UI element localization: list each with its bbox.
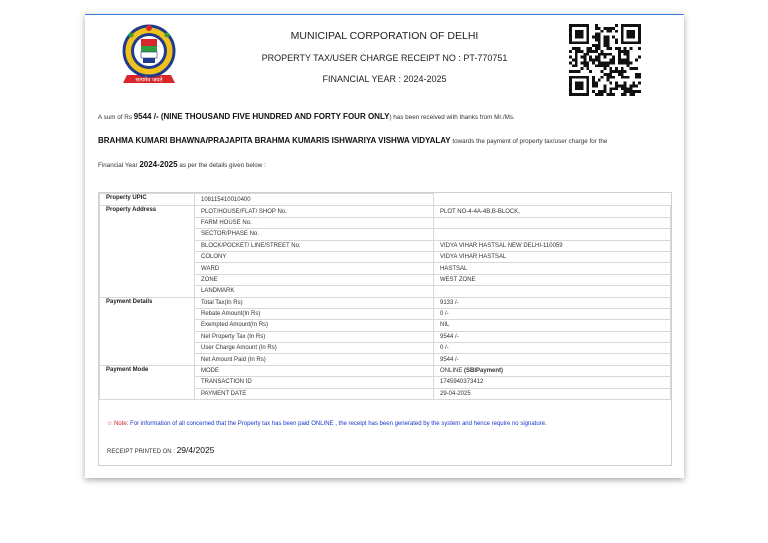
payer-suffix: towards the payment of property tax/user charge for the bbox=[452, 138, 608, 145]
row-label: PLOT/HOUSE/FLAT/ SHOP No. bbox=[195, 206, 434, 217]
row-value: PLOT NO-4-4A-4B,B-BLOCK, bbox=[434, 206, 671, 217]
row-value: 9544 /- bbox=[434, 354, 671, 365]
row-label: LANDMARK bbox=[195, 286, 434, 297]
row-label: Rebate Amount(In Rs) bbox=[195, 308, 434, 319]
upic-section-label: Property UPIC bbox=[100, 194, 195, 206]
receipt-number: PROPERTY TAX/USER CHARGE RECEIPT NO : PT-770751 bbox=[261, 53, 508, 63]
payment-mode: ONLINE bbox=[440, 368, 463, 375]
row-label: TRANSACTION ID bbox=[195, 377, 434, 388]
row-value: 0 /- bbox=[434, 308, 671, 319]
payment-gateway: (SBIPayment) bbox=[464, 368, 504, 375]
table-row bbox=[100, 297, 671, 308]
row-value: 9544 /- bbox=[434, 331, 671, 342]
printed-on bbox=[107, 445, 214, 455]
page-title: MUNICIPAL CORPORATION OF DELHI bbox=[290, 30, 479, 42]
year-value: 2024-2025 bbox=[139, 160, 178, 169]
row-label: BLOCK/POCKET/ LINE/STREET No. bbox=[195, 240, 434, 251]
year-prefix: Financial Year bbox=[98, 162, 138, 169]
payment-section-label: Payment Details bbox=[100, 297, 195, 365]
mode-section-label: Payment Mode bbox=[100, 365, 195, 399]
row-value: 1745940373412 bbox=[434, 377, 671, 388]
note-text: : For information of all concerned that the Property tax has been paid ONLINE , the receipt has been generated by the system and hence require no signature. bbox=[126, 421, 547, 427]
financial-year: FINANCIAL YEAR : 2024-2025 bbox=[322, 74, 447, 84]
table-row bbox=[100, 194, 671, 206]
row-value: 29-04-2025 bbox=[434, 388, 671, 399]
row-label: User Charge Amount (In Rs) bbox=[195, 343, 434, 354]
row-value: VIDYA VIHAR HASTSAL bbox=[434, 251, 671, 262]
amount-prefix: A sum of Rs bbox=[98, 114, 132, 121]
amount-suffix: ) has been received with thanks from Mr./Ms. bbox=[389, 114, 515, 121]
star-icon: ☆ bbox=[107, 421, 113, 427]
row-value: 9133 /- bbox=[434, 297, 671, 308]
row-label: COLONY bbox=[195, 251, 434, 262]
row-value: 0 /- bbox=[434, 343, 671, 354]
year-suffix: as per the details given below : bbox=[179, 162, 266, 169]
system-note bbox=[107, 419, 647, 429]
payer-name: BRAHMA KUMARI BHAWNA/PRAJAPITA BRAHMA KUMARIS ISHWARIYA VISHWA VIDYALAY bbox=[98, 136, 451, 145]
row-value: VIDYA VIHAR HASTSAL NEW DELHI-110059 bbox=[434, 240, 671, 251]
row-value bbox=[434, 217, 671, 228]
amount-in-words: 9544 /- (NINE THOUSAND FIVE HUNDRED AND FORTY FOUR ONLY bbox=[133, 112, 390, 121]
row-label: ZONE bbox=[195, 274, 434, 285]
row-label: Net Property Tax (In Rs) bbox=[195, 331, 434, 342]
row-label: WARD bbox=[195, 263, 434, 274]
row-value bbox=[434, 286, 671, 297]
table-row bbox=[100, 365, 671, 376]
year-statement bbox=[98, 160, 266, 169]
printed-date: 29/4/2025 bbox=[176, 445, 215, 455]
payer-statement bbox=[98, 136, 607, 145]
logo-caption: सत्यमेव जयते bbox=[135, 77, 163, 84]
row-value: NIL bbox=[434, 320, 671, 331]
address-section-label: Property Address bbox=[100, 206, 195, 297]
row-value bbox=[434, 229, 671, 240]
receipt-card bbox=[85, 14, 684, 478]
row-label: MODE bbox=[195, 365, 434, 376]
upic-value: 108115410010400 bbox=[195, 194, 434, 206]
printed-label: RECEIPT PRINTED ON : bbox=[107, 449, 175, 455]
amount-statement bbox=[98, 112, 515, 121]
qr-code bbox=[569, 24, 641, 96]
row-label: Total Tax(In Rs) bbox=[195, 297, 434, 308]
table-row bbox=[100, 206, 671, 217]
row-label: SECTOR/PHASE No. bbox=[195, 229, 434, 240]
row-label: FARM HOUSE No. bbox=[195, 217, 434, 228]
row-value: HASTSAL bbox=[434, 263, 671, 274]
row-label: PAYMENT DATE bbox=[195, 388, 434, 399]
row-label: Exempted Amount(In Rs) bbox=[195, 320, 434, 331]
row-label: Net Amount Paid (In Rs) bbox=[195, 354, 434, 365]
row-value bbox=[434, 365, 671, 376]
details-table bbox=[99, 193, 671, 400]
row-value: WEST ZONE bbox=[434, 274, 671, 285]
details-panel bbox=[98, 192, 672, 466]
note-tag: Note bbox=[114, 421, 127, 427]
